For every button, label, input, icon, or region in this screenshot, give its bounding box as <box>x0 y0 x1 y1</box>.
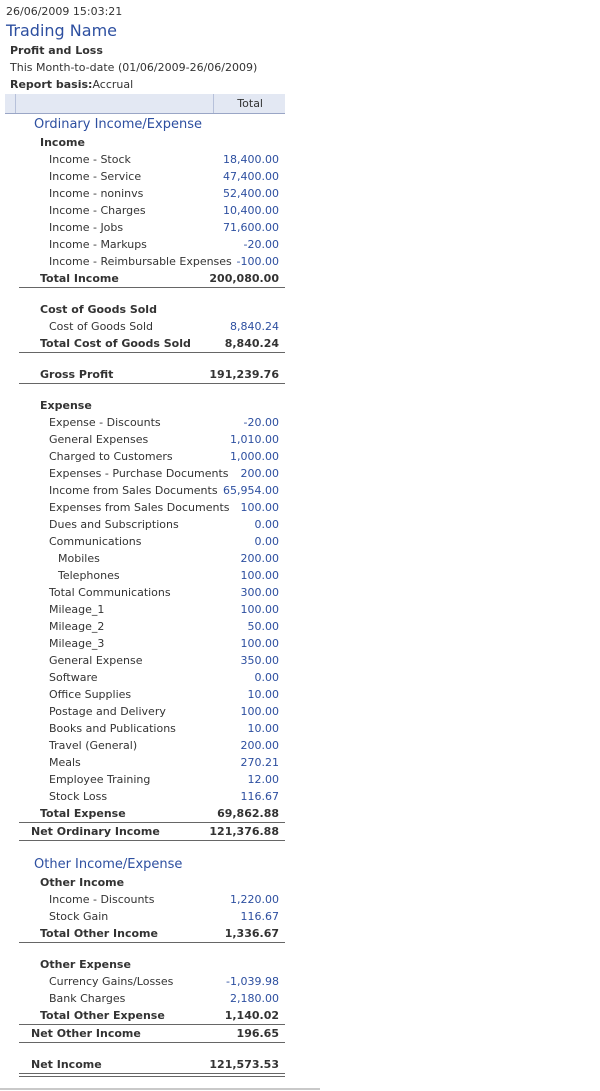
row-label: Income - Jobs <box>49 221 124 234</box>
row-amount[interactable]: 69,862.88 <box>217 807 279 820</box>
row-amount[interactable]: 0.00 <box>254 518 279 531</box>
row-amount[interactable]: 100.00 <box>240 705 279 718</box>
row-label: Books and Publications <box>49 722 176 735</box>
row-label: Communications <box>49 535 142 548</box>
row-amount[interactable]: 18,400.00 <box>223 153 279 166</box>
report-row-net-ordinary-income <box>0 823 290 840</box>
row-amount[interactable]: 191,239.76 <box>209 368 279 381</box>
row-amount[interactable]: 2,180.00 <box>230 992 279 1005</box>
row-label: General Expense <box>49 654 143 667</box>
report-row-mobiles <box>0 550 290 567</box>
row-amount[interactable]: 52,400.00 <box>223 187 279 200</box>
row-amount[interactable]: 200.00 <box>240 467 279 480</box>
row-label: Mileage_3 <box>49 637 105 650</box>
row-label: Postage and Delivery <box>49 705 166 718</box>
row-label: Total Other Income <box>40 927 158 940</box>
row-amount[interactable]: 200.00 <box>240 552 279 565</box>
row-label: Travel (General) <box>49 739 138 752</box>
report-row-net-income <box>0 1056 290 1073</box>
row-label: Charged to Customers <box>49 450 173 463</box>
report-row-other-income-expense <box>0 856 290 873</box>
row-label: Income - Reimbursable Expenses <box>49 255 232 268</box>
row-amount[interactable]: 47,400.00 <box>223 170 279 183</box>
report-row-net-other-income <box>0 1025 290 1042</box>
row-amount[interactable]: -20.00 <box>243 416 279 429</box>
page-bottom-rule <box>0 1088 320 1090</box>
row-label: Stock Gain <box>49 910 109 923</box>
row-label: Net Other Income <box>31 1027 141 1040</box>
report-row-total-other-expense <box>0 1007 290 1024</box>
row-amount[interactable]: 65,954.00 <box>223 484 279 497</box>
report-row-expenses-from-sales-documents <box>0 499 290 516</box>
header-separator <box>213 94 214 113</box>
row-amount[interactable]: 1,010.00 <box>230 433 279 446</box>
report-row-gross-profit <box>0 366 290 383</box>
row-amount[interactable]: 196.65 <box>236 1027 279 1040</box>
report-row-expense <box>0 397 290 414</box>
double-total-rule <box>19 1076 285 1077</box>
report-row-mileage-3 <box>0 635 290 652</box>
row-label: Income - Charges <box>49 204 146 217</box>
report-row-ordinary-income-expense <box>0 116 290 133</box>
row-label: Expense <box>40 399 92 412</box>
report-row-other-income <box>0 874 290 891</box>
row-label: Gross Profit <box>40 368 114 381</box>
row-label: Total Cost of Goods Sold <box>40 337 191 350</box>
row-amount[interactable]: 0.00 <box>254 535 279 548</box>
report-row-postage-and-delivery <box>0 703 290 720</box>
report-row-income-reimbursable-expenses <box>0 253 290 270</box>
row-amount[interactable]: 100.00 <box>240 569 279 582</box>
row-label: Income - Discounts <box>49 893 155 906</box>
total-rule <box>19 942 285 943</box>
row-label: Ordinary Income/Expense <box>34 117 202 132</box>
report-basis-label: Report basis: <box>10 78 93 91</box>
row-label: Cost of Goods Sold <box>40 303 157 316</box>
report-row-income-markups <box>0 236 290 253</box>
report-row-office-supplies <box>0 686 290 703</box>
report-row-total-cost-of-goods-sold <box>0 335 290 352</box>
report-row-cost-of-goods-sold <box>0 318 290 335</box>
row-amount[interactable]: 300.00 <box>240 586 279 599</box>
row-amount[interactable]: 200,080.00 <box>209 272 279 285</box>
row-amount[interactable]: -100.00 <box>236 255 279 268</box>
row-label: Expenses - Purchase Documents <box>49 467 229 480</box>
report-period: This Month-to-date (01/06/2009-26/06/2009) <box>10 61 258 74</box>
report-title: Profit and Loss <box>10 44 103 57</box>
row-amount[interactable]: 10,400.00 <box>223 204 279 217</box>
row-amount[interactable]: 50.00 <box>247 620 279 633</box>
report-row-income-noninvs <box>0 185 290 202</box>
row-amount[interactable]: 12.00 <box>247 773 279 786</box>
row-label: Net Income <box>31 1058 102 1071</box>
report-row-cost-of-goods-sold <box>0 301 290 318</box>
report-row-software <box>0 669 290 686</box>
row-label: Net Ordinary Income <box>31 825 160 838</box>
row-label: Income - Service <box>49 170 142 183</box>
total-rule <box>19 840 285 841</box>
row-label: Income - Markups <box>49 238 147 251</box>
row-label: Total Communications <box>49 586 171 599</box>
row-amount[interactable]: 100.00 <box>240 603 279 616</box>
row-label: Dues and Subscriptions <box>49 518 179 531</box>
report-row-books-and-publications <box>0 720 290 737</box>
row-label: Telephones <box>58 569 120 582</box>
row-amount[interactable]: 8,840.24 <box>230 320 279 333</box>
header-separator <box>15 94 16 113</box>
row-amount[interactable]: 1,336.67 <box>224 927 279 940</box>
report-row-general-expenses <box>0 431 290 448</box>
report-row-expenses-purchase-documents <box>0 465 290 482</box>
row-label: Cost of Goods Sold <box>49 320 153 333</box>
report-timestamp: 26/06/2009 15:03:21 <box>6 5 123 18</box>
row-amount[interactable]: 10.00 <box>247 688 279 701</box>
report-row-income <box>0 134 290 151</box>
report-row-general-expense <box>0 652 290 669</box>
report-row-stock-gain <box>0 908 290 925</box>
row-label: Meals <box>49 756 81 769</box>
row-label: Expense - Discounts <box>49 416 161 429</box>
report-basis <box>10 78 133 91</box>
row-label: Bank Charges <box>49 992 126 1005</box>
company-name: Trading Name <box>6 21 117 40</box>
row-amount[interactable]: 1,000.00 <box>230 450 279 463</box>
row-amount[interactable]: -20.00 <box>243 238 279 251</box>
report-row-total-expense <box>0 805 290 822</box>
report-row-meals <box>0 754 290 771</box>
row-label: Other Expense <box>40 958 131 971</box>
row-label: Currency Gains/Losses <box>49 975 174 988</box>
row-label: Income - Stock <box>49 153 131 166</box>
report-row-total-income <box>0 270 290 287</box>
report-row-communications <box>0 533 290 550</box>
report-row-total-communications <box>0 584 290 601</box>
report-row-currency-gains-losses <box>0 973 290 990</box>
row-label: Stock Loss <box>49 790 108 803</box>
report-row-bank-charges <box>0 990 290 1007</box>
report-row-income-stock <box>0 151 290 168</box>
row-label: Software <box>49 671 98 684</box>
row-label: Other Income/Expense <box>34 857 183 872</box>
report-row-stock-loss <box>0 788 290 805</box>
row-label: Total Expense <box>40 807 126 820</box>
row-amount[interactable]: 1,220.00 <box>230 893 279 906</box>
total-rule <box>19 352 285 353</box>
total-rule <box>19 287 285 288</box>
row-label: General Expenses <box>49 433 149 446</box>
row-label: Income <box>40 136 85 149</box>
row-label: Expenses from Sales Documents <box>49 501 230 514</box>
report-row-mileage-1 <box>0 601 290 618</box>
report-row-expense-discounts <box>0 414 290 431</box>
row-label: Mileage_1 <box>49 603 105 616</box>
report-row-income-charges <box>0 202 290 219</box>
report-row-charged-to-customers <box>0 448 290 465</box>
report-row-total-other-income <box>0 925 290 942</box>
report-row-other-expense <box>0 956 290 973</box>
total-rule <box>19 1073 285 1074</box>
report-basis-value: Accrual <box>92 78 134 91</box>
report-row-telephones <box>0 567 290 584</box>
total-rule <box>19 1042 285 1043</box>
row-amount[interactable]: -1,039.98 <box>226 975 279 988</box>
row-amount[interactable]: 0.00 <box>254 671 279 684</box>
report-row-income-discounts <box>0 891 290 908</box>
report-row-mileage-2 <box>0 618 290 635</box>
row-label: Office Supplies <box>49 688 132 701</box>
row-label: Income - noninvs <box>49 187 144 200</box>
column-header-bar <box>5 94 285 114</box>
row-amount[interactable]: 100.00 <box>240 637 279 650</box>
row-amount[interactable]: 116.67 <box>240 910 279 923</box>
report-row-income-from-sales-documents <box>0 482 290 499</box>
report-row-travel-general <box>0 737 290 754</box>
row-amount[interactable]: 350.00 <box>240 654 279 667</box>
row-amount[interactable]: 71,600.00 <box>223 221 279 234</box>
row-amount[interactable]: 116.67 <box>240 790 279 803</box>
row-label: Mobiles <box>58 552 100 565</box>
row-amount[interactable]: 121,573.53 <box>209 1058 279 1071</box>
row-amount[interactable]: 270.21 <box>240 756 279 769</box>
row-amount[interactable]: 121,376.88 <box>209 825 279 838</box>
report-row-income-jobs <box>0 219 290 236</box>
row-amount[interactable]: 1,140.02 <box>224 1009 279 1022</box>
row-amount[interactable]: 200.00 <box>240 739 279 752</box>
report-row-dues-and-subscriptions <box>0 516 290 533</box>
report-row-employee-training <box>0 771 290 788</box>
total-rule <box>19 383 285 384</box>
row-amount[interactable]: 8,840.24 <box>224 337 279 350</box>
row-label: Employee Training <box>49 773 151 786</box>
total-column-header: Total <box>237 97 263 110</box>
row-label: Total Other Expense <box>40 1009 165 1022</box>
row-label: Income from Sales Documents <box>49 484 218 497</box>
report-row-income-service <box>0 168 290 185</box>
row-label: Total Income <box>40 272 119 285</box>
row-label: Mileage_2 <box>49 620 105 633</box>
row-amount[interactable]: 100.00 <box>240 501 279 514</box>
row-label: Other Income <box>40 876 125 889</box>
row-amount[interactable]: 10.00 <box>247 722 279 735</box>
